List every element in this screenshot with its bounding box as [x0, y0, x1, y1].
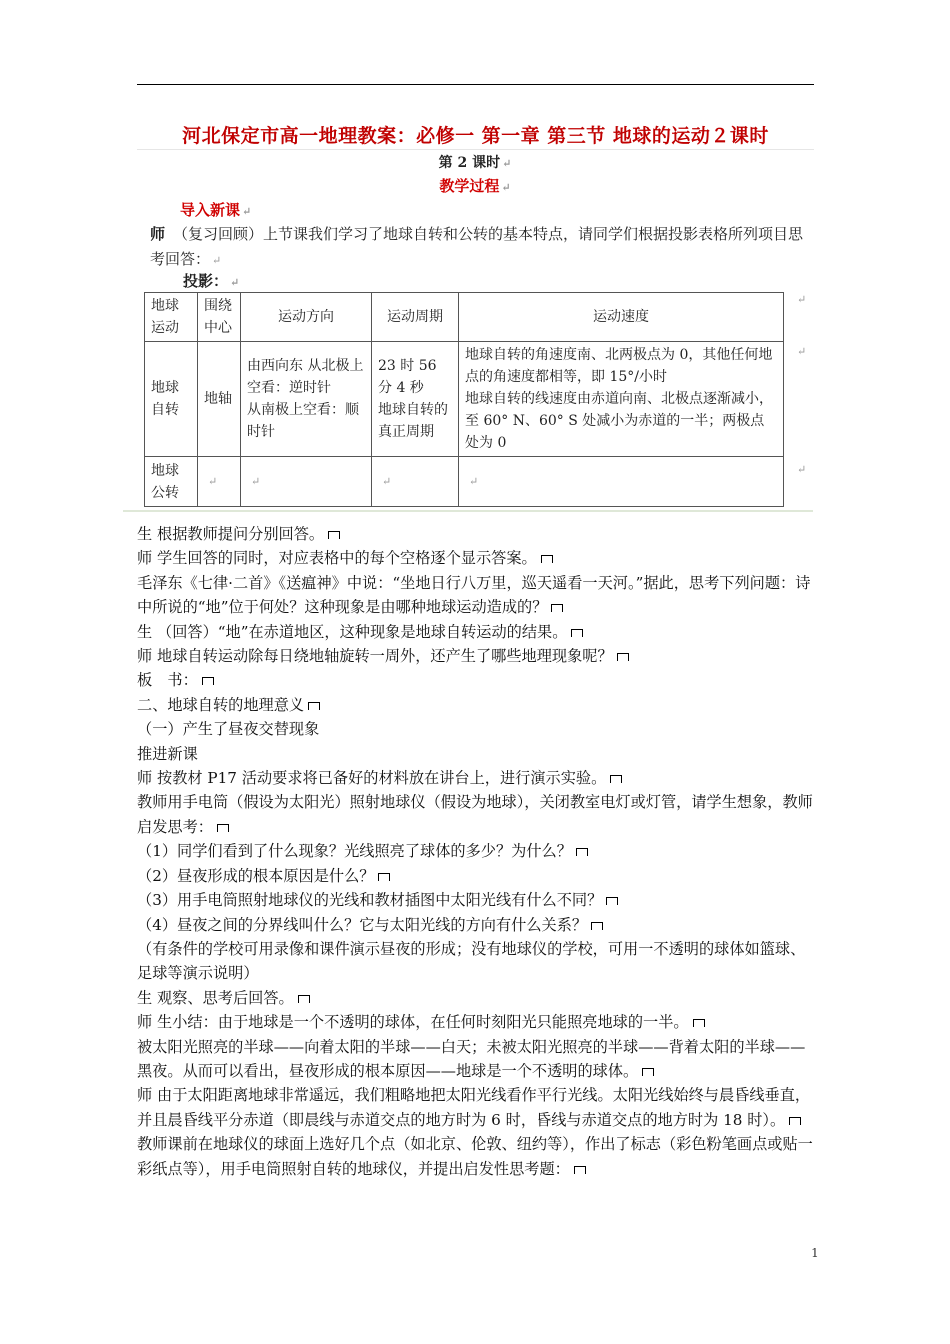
row-end-mark: ↵	[797, 345, 807, 358]
table-cell: 地球公转	[145, 457, 198, 507]
lesson-body	[137, 522, 817, 1181]
table-cell: 地球自转	[145, 342, 198, 457]
paragraph: 毛泽东《七律·二首》《送瘟神》中说：“坐地日行八万里，巡天遥看一天河。”据此，思考下列问题：诗中所说的“地”位于何处？这种现象是由哪种地球运动造成的？	[137, 573, 811, 617]
header-cell: 运动速度	[459, 293, 784, 342]
table-cell: 23 时 56 分 4 秒 地球自转的真正周期	[372, 342, 459, 457]
scan-edge-line	[123, 510, 813, 512]
paragraph: 板 书：	[137, 668, 817, 692]
page-number: 1	[811, 1246, 819, 1260]
paragraph: 师 按教材 P17 活动要求将已备好的材料放在讲台上，进行演示实验。	[137, 766, 817, 790]
lesson-number: 第 2 课时 ↵	[438, 155, 512, 171]
table-cell: ↵	[459, 457, 784, 507]
header-cell: 运动周期	[372, 293, 459, 342]
paragraph: 师 生小结：由于地球是一个不透明的球体，在任何时刻阳光只能照亮地球的一半。	[137, 1010, 817, 1034]
table-cell: ↵	[198, 457, 241, 507]
header-cell: 围绕中心	[198, 293, 241, 342]
table-row	[145, 457, 784, 507]
paragraph: （4）昼夜之间的分界线叫什么？它与太阳光线的方向有什么关系？	[137, 913, 817, 937]
intro-heading: 导入新课 ↵	[180, 201, 252, 219]
paragraph: 师 由于太阳距离地球非常遥远，我们粗略地把太阳光线看作平行光线。太阳光线始终与晨昏线垂直，并且晨昏线平分赤道（即晨线与赤道交点的地方时为 6 时，昏线与赤道交点的地方时为 18 时）。	[137, 1086, 811, 1129]
table-row	[145, 342, 784, 457]
paragraph: 教师课前在地球仪的球面上选好几个点（如北京、伦敦、纽约等），作出了标志（彩色粉笔画点或贴一彩纸点等），用手电筒照射自转的地球仪，并提出启发性思考题：	[137, 1135, 813, 1178]
table-cell: 地轴	[198, 342, 241, 457]
table-cell: ↵	[241, 457, 372, 507]
paragraph: （2）昼夜形成的根本原因是什么？	[137, 864, 817, 888]
title-underline	[137, 149, 814, 150]
paragraph: 被太阳光照亮的半球——向着太阳的半球——白天；未被太阳光照亮的半球——背着太阳的半球——黑夜。从而可以看出，昼夜形成的根本原因——地球是一个不透明的球体。	[137, 1037, 806, 1080]
header-rule	[137, 84, 814, 85]
row-end-mark: ↵	[797, 293, 807, 306]
intro-paragraph: 师 （复习回顾）上节课我们学习了地球自转和公转的基本特点，请同学们根据投影表格所列项目思考回答： ↵	[150, 225, 804, 268]
paragraph: （1）同学们看到了什么现象？光线照亮了球体的多少？为什么？	[137, 839, 817, 863]
projection-label: 投影： ↵	[183, 272, 240, 290]
paragraph: 师 地球自转运动除每日绕地轴旋转一周外，还产生了哪些地理现象呢？	[137, 644, 817, 668]
paragraph: （一）产生了昼夜交替现象	[137, 720, 320, 739]
earth-motion-table	[144, 292, 784, 507]
paragraph: （3）用手电筒照射地球仪的光线和教材插图中太阳光线有什么不同？	[137, 888, 817, 912]
section-heading: 教学过程 ↵	[439, 177, 511, 195]
table-header-row	[145, 293, 784, 342]
document-title: 河北保定市高一地理教案：必修一 第一章 第三节 地球的运动２课时	[182, 125, 769, 147]
row-end-mark: ↵	[797, 463, 807, 476]
paragraph: 教师用手电筒（假设为太阳光）照射地球仪（假设为地球），关闭教室电灯或灯管，请学生想象，教师启发思考：	[137, 793, 813, 836]
paragraph: 二、地球自转的地理意义	[137, 693, 817, 717]
paragraph: （有条件的学校可用录像和课件演示昼夜的形成；没有地球仪的学校，可用一不透明的球体如篮球、足球等演示说明）	[137, 939, 806, 983]
paragraph: 师 学生回答的同时，对应表格中的每个空格逐个显示答案。	[137, 546, 817, 570]
header-cell: 地球运动	[145, 293, 198, 342]
table-cell: 地球自转的角速度南、北两极点为 0，其他任何地点的角速度都相等，即 15°/小时 地球自转的线速度由赤道向南、北极点逐渐减小，至 60° N、60° S 处减小为赤道的一半；两极点处为 0	[459, 342, 784, 457]
paragraph: 生 根据教师提问分别回答。	[137, 522, 817, 546]
paragraph: 生 观察、思考后回答。	[137, 986, 817, 1010]
paragraph: 生 （回答）“地”在赤道地区，这种现象是地球自转运动的结果。	[137, 620, 817, 644]
paragraph: 推进新课	[137, 744, 198, 763]
header-cell: 运动方向	[241, 293, 372, 342]
table-cell: ↵	[372, 457, 459, 507]
table-cell: 由西向东 从北极上空看：逆时针 从南极上空看：顺时针	[241, 342, 372, 457]
